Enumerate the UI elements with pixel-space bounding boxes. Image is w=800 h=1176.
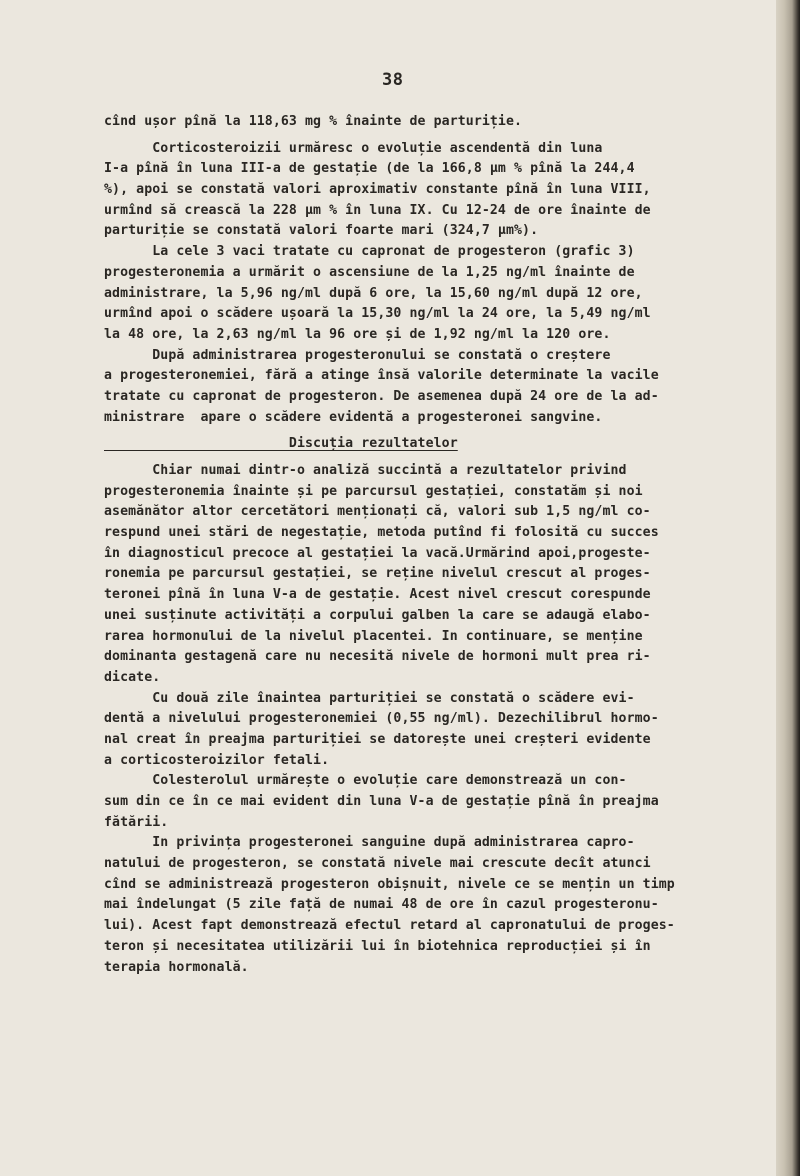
text-line: După administrarea progesteronului se constată o creștere <box>104 347 611 363</box>
text-line: cînd se administrează progesteron obișnuit, nivele ce se mențin un timp <box>104 876 675 892</box>
text-line: tratate cu capronat de progesteron. De asemenea după 24 ore de la ad- <box>104 388 659 404</box>
text-line: Chiar numai dintr-o analiză succintă a rezultatelor privind <box>104 463 627 478</box>
text-line: mai îndelungat (5 zile față de numai 48 de ore în cazul progesteronu- <box>104 897 659 913</box>
text-line: progesteronemia înainte și pe parcursul gestației, constatăm și noi <box>104 483 643 499</box>
text-line: asemănător altor cercetători menționați că, valori sub 1,5 ng/ml co- <box>104 504 651 520</box>
text-line: lui). Acest fapt demonstrează efectul retard al capronatului de proges- <box>104 918 675 934</box>
text-line: parturiție se constată valori foarte mari (324,7 μm%). <box>104 223 539 239</box>
text-line: a corticosteroizilor fetali. <box>104 752 330 768</box>
text-line: dominanta gestagenă care nu necesită nivele de hormoni mult prea ri- <box>104 649 651 665</box>
text-line: ministrare apare o scădere evidentă a progesteronei sangvine. <box>104 409 603 425</box>
page-binding-edge <box>776 0 800 1176</box>
text-line: La cele 3 vaci tratate cu capronat de progesteron (grafic 3) <box>104 244 635 260</box>
text-line: In privința progesteronei sanguine după administrarea capro- <box>104 835 635 851</box>
text-line: terapia hormonală. <box>104 959 249 975</box>
text-line: respund unei stări de negestație, metoda putînd fi folosită cu succes <box>104 525 659 541</box>
text-line: urmînd apoi o scădere ușoară la 15,30 ng/ml la 24 ore, la 5,49 ng/ml <box>104 306 651 322</box>
text-line: administrare, la 5,96 ng/ml după 6 ore, la 15,60 ng/ml după 12 ore, <box>104 285 643 301</box>
page-number: 38 <box>382 70 404 90</box>
text-line: natului de progesteron, se constată nivele mai crescute decît atunci <box>104 856 651 872</box>
text-line: Colesterolul urmărește o evoluție care demonstrează un con- <box>104 773 627 789</box>
text-line: teron și necesitatea utilizării lui în biotehnica reproducției și în <box>104 938 651 954</box>
text-line: sum din ce în ce mai evident din luna V-a de gestație pînă în preajma <box>104 794 659 809</box>
text-line: fătării. <box>104 814 169 830</box>
text-line: la 48 ore, la 2,63 ng/ml la 96 ore și de 1,92 ng/ml la 120 ore. <box>104 326 611 342</box>
section-heading: Discuția rezultatelor <box>104 436 458 452</box>
text-line: dicate. <box>104 669 161 685</box>
text-line: ronemia pe parcursul gestației, se reține nivelul crescut al proges- <box>104 566 651 582</box>
text-line: dentă a nivelului progesteronemiei (0,55 ng/ml). Dezechilibrul hormo- <box>104 711 659 727</box>
text-line: I-a pînă în luna III-a de gestație (de la 166,8 μm % pînă la 244,4 <box>104 161 635 177</box>
text-line: %), apoi se constată valori aproximativ constante pînă în luna VIII, <box>104 182 651 198</box>
text-line: progesteronemia a urmărit o ascensiune de la 1,25 ng/ml înainte de <box>104 264 635 280</box>
text-line: urmînd să crească la 228 μm % în luna IX. Cu 12-24 de ore înainte de <box>104 202 651 218</box>
text-line: în diagnosticul precoce al gestației la vacă.Urmărind apoi,progeste- <box>104 545 651 561</box>
text-line: teronei pînă în luna V-a de gestație. Acest nivel crescut corespunde <box>104 587 651 603</box>
text-line: nal creat în preajma parturiției se datorește unei creșteri evidente <box>104 731 651 747</box>
body-text <box>104 112 764 978</box>
text-line: Cu două zile înaintea parturiției se constată o scădere evi- <box>104 690 635 706</box>
text-line: cînd ușor pînă la 118,63 mg % înainte de parturiție. <box>104 114 523 129</box>
text-line: a progesteronemiei, fără a atinge însă valorile determinate la vacile <box>104 368 659 384</box>
text-line: unei susținute activități a corpului galben la care se adaugă elabo- <box>104 607 651 623</box>
text-line: rarea hormonului de la nivelul placentei. In continuare, se menține <box>104 628 643 644</box>
text-line: Corticosteroizii urmăresc o evoluție ascendentă din luna <box>104 140 603 156</box>
